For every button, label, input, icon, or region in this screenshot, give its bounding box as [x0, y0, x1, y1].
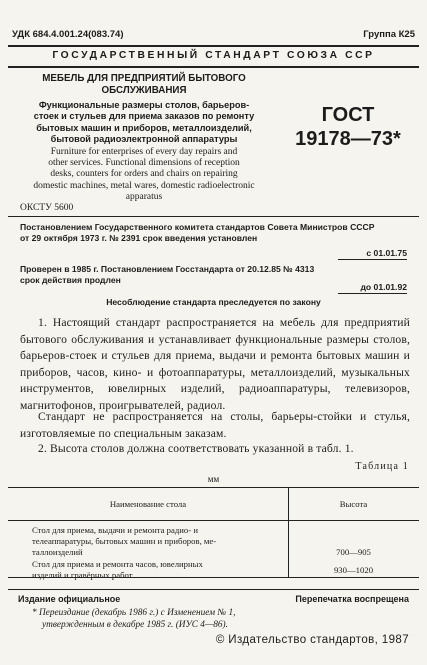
subtitle-ru: [20, 100, 268, 146]
row-name-line: Стол для приема, выдачи и ремонта радио- и: [32, 525, 198, 535]
header-height: Высота: [339, 499, 368, 509]
reissue-note-line1: * Переиздание (декабрь 1986 г.) с Изменением № 1,: [32, 608, 236, 618]
state-standard-banner: ГОСУДАРСТВЕННЫЙ СТАНДАРТ СОЮЗА ССР: [52, 50, 375, 61]
check-line1: Проверен в 1985 г. Постановлением Госстандарта от 20.12.85 № 4313: [20, 264, 315, 274]
subtitle-en: [18, 147, 270, 203]
subtitle-en-line: apparatus: [125, 191, 163, 202]
header-name: Наименование стола: [109, 499, 187, 509]
title-block-rule: [8, 216, 419, 217]
subtitle-ru-line: стоек и стульев для приема заказов по ремонту: [33, 111, 255, 122]
row-name-line: телеаппаратуры, бытовых машин и приборов, ме-: [32, 536, 217, 546]
subtitle-en-line: desks, counters for orders and chairs on repairing: [50, 169, 238, 180]
table-top-rule: [8, 487, 419, 488]
main-title-line2: ОБСЛУЖИВАНИЯ: [101, 85, 187, 96]
group-code: Группа К25: [363, 29, 415, 40]
paragraph-2: Стандарт не распространяется на столы, барьеры-стойки и стулья, изготовляемые по специальным заказам.: [20, 410, 410, 440]
table-unit: мм: [207, 474, 220, 484]
subtitle-ru-line: бытовой радиоэлектронной аппаратуры: [50, 134, 238, 145]
subtitle-en-line: Furniture for enterprises of every day repairs and: [50, 147, 238, 157]
official-edition: Издание официальное: [18, 594, 121, 604]
paragraph-1: 1. Настоящий стандарт распространяется на мебель для предприятий бытового обслуживания и устанавливает функциональные размеры столов, барьеров-стоек и стульев для приема, выдачи и ремонта бытовых машин и приборов, часов, кино- и фотоаппаратуры, металлоизделий, музыкальных инструментов, ювелирных изделий, радиоаппаратуры, телевизоров, магнитофонов, проигрывателей, радиол.: [20, 316, 410, 412]
row-height-value: 700—905: [336, 547, 371, 557]
valid-until-underline: [338, 293, 407, 294]
footer-rule: [8, 589, 419, 590]
reprint-prohibited: Перепечатка воспрещена: [295, 594, 409, 604]
table-row: [32, 525, 216, 558]
table-caption: Таблица 1: [355, 461, 409, 472]
copyright: © Издательство стандартов, 1987: [215, 634, 409, 646]
decree-line1: Постановлением Государственного комитета стандартов Совета Министров СССР: [20, 222, 375, 232]
reissue-note-line2: утвержденным в декабре 1985 г. (ИУС 4—86).: [42, 620, 228, 630]
banner-rule: [8, 66, 419, 68]
subtitle-ru-line: Функциональные размеры столов, барьеров-: [38, 100, 250, 110]
effective-date: с 01.01.75: [366, 248, 407, 258]
row-height-value: 930—1020: [333, 565, 374, 575]
subtitle-en-line: other services. Functional dimensions of reception: [48, 158, 240, 169]
legal-warning: Несоблюдение стандарта преследуется по закону: [106, 297, 321, 307]
table-bottom-rule: [8, 577, 419, 578]
gost-label: ГОСТ: [321, 104, 375, 126]
table-header-rule: [8, 520, 419, 521]
row-name-line: Стол для приема и ремонта часов, ювелирных: [32, 559, 203, 569]
main-title-line1: МЕБЕЛЬ ДЛЯ ПРЕДПРИЯТИЙ БЫТОВОГО: [42, 73, 246, 84]
okstu-code: ОКСТУ 5600: [20, 203, 74, 213]
gost-number: 19178—73*: [295, 128, 401, 150]
udk-code: УДК 684.4.001.24(083.74): [12, 29, 124, 40]
row-name-line: изделий и гравёрных работ: [32, 570, 133, 580]
top-rule: [8, 45, 419, 47]
subtitle-en-line: domestic machines, metal wares, domestic radioelectronic: [33, 180, 255, 191]
row-name-line: таллоизделий: [32, 547, 83, 557]
subtitle-ru-line: бытовых машин и приборов, металлоизделий,: [36, 122, 252, 133]
paragraph-3: 2. Высота столов должна соответствовать указанной в табл. 1.: [38, 442, 354, 455]
decree-line2: от 29 октября 1973 г. № 2391 срок введения установлен: [20, 233, 258, 243]
valid-until: до 01.01.92: [360, 282, 407, 292]
table-column-divider: [288, 487, 289, 577]
effective-date-underline: [338, 259, 407, 260]
check-line2: срок действия продлен: [20, 275, 121, 285]
